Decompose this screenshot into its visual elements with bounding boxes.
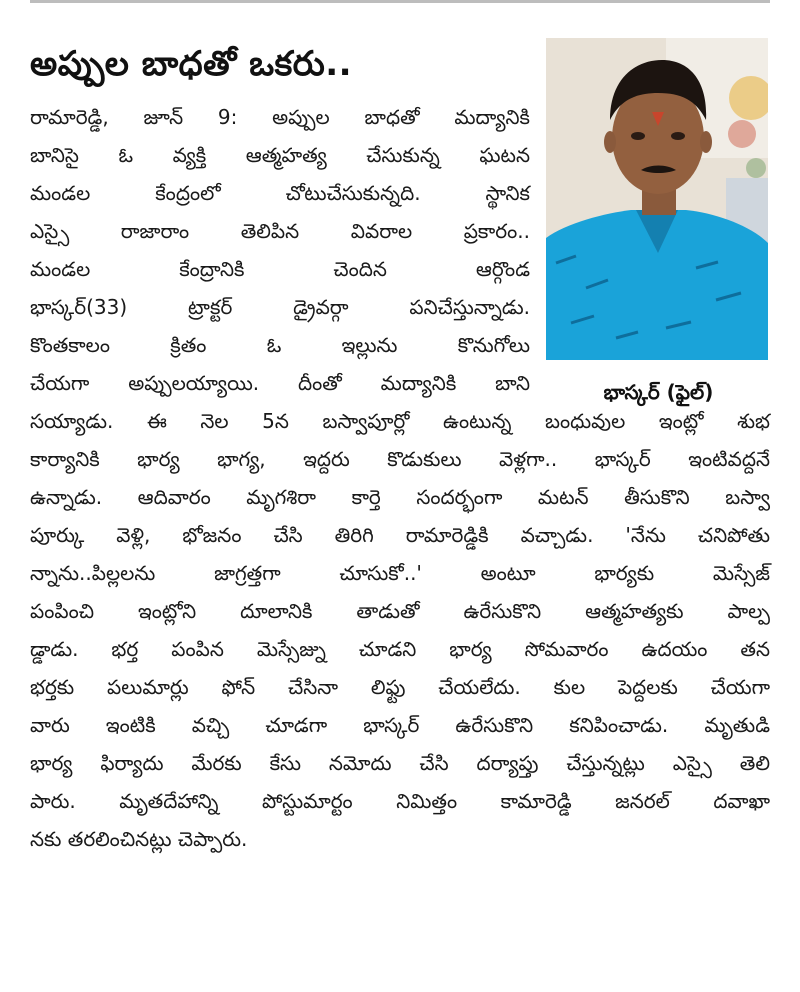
body-line: పూర్కు వెళ్లి, భోజనం చేసి తిరిగి రామారెడ్డికి వచ్చాడు. 'నేను చనిపోతు (30, 523, 770, 547)
body-line: భార్య ఫిర్యాదు మేరకు కేసు నమోదు చేసి దర్యాప్తు చేస్తున్నట్లు ఎస్సై తెలి (30, 751, 770, 775)
body-line: సయ్యాడు. ఈ నెల 5న బస్వాపూర్లో ఉంటున్న బంధువుల ఇంట్లో శుభ (30, 409, 770, 433)
body-line: మండల కేంద్రంలో చోటుచేసుకున్నది. స్థానిక (30, 181, 530, 205)
photo-caption: భాస్కర్ (ఫైల్) (603, 380, 714, 404)
body-line-last: నకు తరలించినట్లు చెప్పారు. (30, 827, 248, 851)
top-rule (30, 0, 770, 3)
body-line: కొంతకాలం క్రితం ఓ ఇల్లును కొనుగోలు (30, 333, 530, 357)
headline: అప్పుల బాధతో ఒకరు.. (30, 44, 353, 84)
body-line: వారు ఇంటికి వచ్చి చూడగా భాస్కర్ ఉరేసుకొని కనిపించాడు. మృతుడి (30, 713, 770, 737)
body-line: ఎస్సై రాజారాం తెలిపిన వివరాల ప్రకారం.. (30, 219, 530, 243)
body-line: రామారెడ్డి, జూన్ 9: అప్పుల బాధతో మద్యానికి (30, 105, 530, 129)
body-line: చేయగా అప్పులయ్యాయి. దీంతో మద్యానికి బాని (30, 371, 530, 395)
body-line: పంపించి ఇంట్లోని దూలానికి తాడుతో ఉరేసుకొని ఆత్మహత్యకు పాల్ప (30, 599, 770, 623)
body-line: భర్తకు పలుమార్లు ఫోన్ చేసినా లిఫ్టు చేయలేదు. కుల పెద్దలకు చేయగా (30, 675, 770, 699)
person-photo (546, 38, 768, 360)
body-line: పారు. మృతదేహాన్ని పోస్టుమార్టం నిమిత్తం కామారెడ్డి జనరల్ దవాఖా (30, 789, 770, 813)
body-line: న్నాను..పిల్లలను జాగ్రత్తగా చూసుకో..' అంటూ భార్యకు మెస్సేజ్ (30, 561, 770, 585)
body-line: కార్యానికి భార్య భాగ్య, ఇద్దరు కొడుకులు వెళ్లగా.. భాస్కర్ ఇంటివద్దనే (30, 447, 770, 471)
body-line: మండల కేంద్రానికి చెందిన ఆర్గొండ (30, 257, 530, 281)
body-line: భాస్కర్(33) ట్రాక్టర్ డ్రైవర్గా పనిచేస్తున్నాడు. (30, 295, 530, 319)
body-line: ఉన్నాడు. ఆదివారం మృగశిరా కార్తె సందర్భంగా మటన్ తీసుకొని బస్వా (30, 485, 770, 509)
body-line: బానిసై ఓ వ్యక్తి ఆత్మహత్య చేసుకున్న ఘటన (30, 143, 530, 167)
body-line: డ్డాడు. భర్త పంపిన మెస్సేజ్ను చూడని భార్య సోమవారం ఉదయం తన (30, 637, 770, 661)
